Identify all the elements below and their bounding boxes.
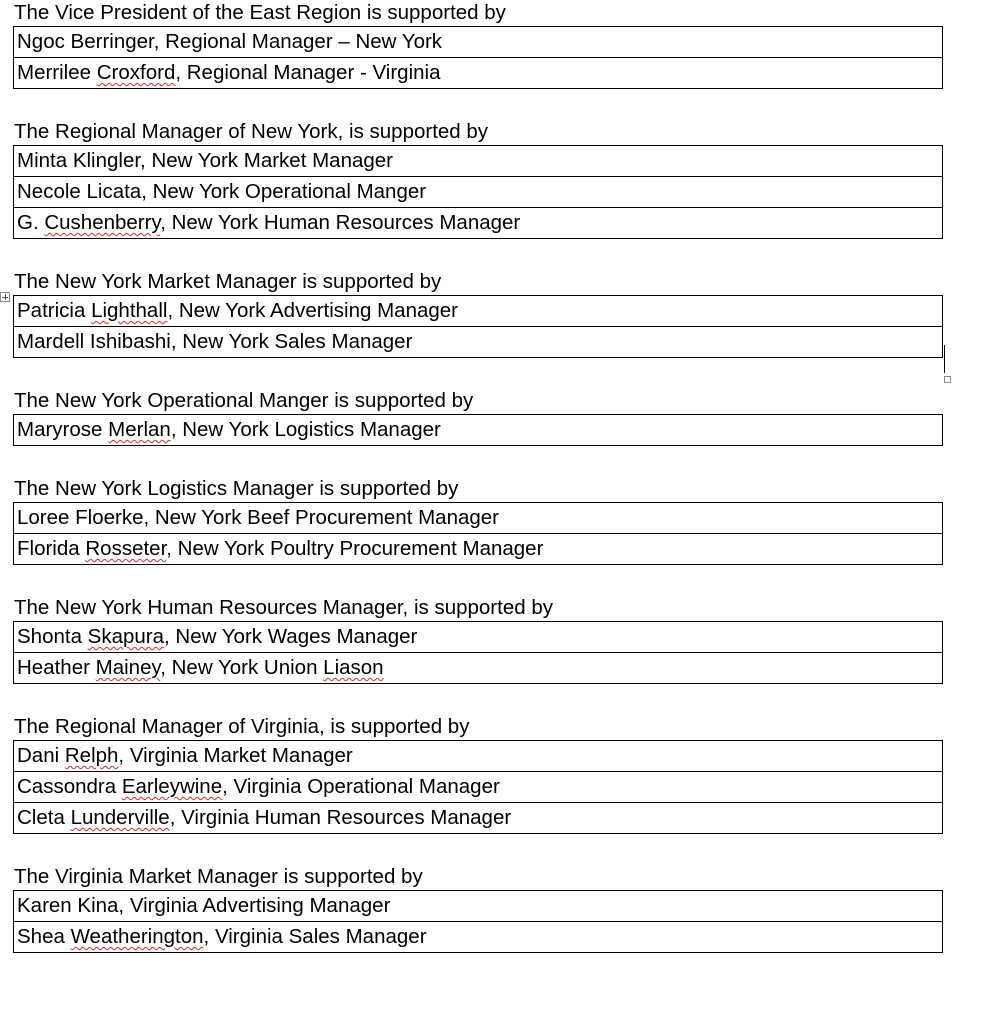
misspelled-word: Relph [64,744,119,767]
section-heading[interactable]: The New York Human Resources Manager, is supported by [14,596,553,619]
misspelled-word: Skapura [87,625,165,648]
support-table [13,26,943,89]
table-resize-handle[interactable] [944,376,951,383]
table-row [14,208,943,239]
misspelled-word: Croxford [96,61,176,84]
org-section [13,864,943,953]
table-cell[interactable] [14,653,943,684]
table-cell[interactable] [14,622,943,653]
table-row [14,534,943,565]
table-row [14,415,943,446]
table-cell[interactable] [14,177,943,208]
table-row [14,653,943,684]
cell-text: Minta Klingler, New York Market Manager [17,149,394,172]
support-table [13,502,943,565]
cell-text: Dani [17,744,65,767]
table-row [14,27,943,58]
cell-text: Heather [17,656,96,679]
table-row [14,503,943,534]
support-table [13,295,943,358]
cell-text: Cleta [17,806,71,829]
table-cell[interactable] [14,891,943,922]
table-cell[interactable] [14,296,943,327]
table-cell[interactable] [14,415,943,446]
org-section [13,476,943,565]
table-cell[interactable] [14,534,943,565]
table-row [14,922,943,953]
table-row [14,296,943,327]
table-cell[interactable] [14,327,943,358]
document-body[interactable] [13,0,943,953]
cell-text: Cassondra [17,775,122,798]
cell-text: , New York Wages Manager [164,625,418,648]
table-row [14,177,943,208]
org-section [13,0,943,89]
cell-text: Florida [17,537,86,560]
table-cell[interactable] [14,208,943,239]
cell-text: , New York Advertising Manager [167,299,459,322]
cell-text: Necole Licata, New York Operational Manger [17,180,427,203]
table-row [14,741,943,772]
org-section [13,595,943,684]
support-table [13,145,943,239]
table-cell[interactable] [14,922,943,953]
misspelled-word: Merlan [108,418,171,441]
section-heading[interactable]: The New York Operational Manger is supported by [14,389,474,412]
table-cell[interactable] [14,503,943,534]
table-cell[interactable] [14,146,943,177]
table-cell[interactable] [14,803,943,834]
section-heading[interactable]: The New York Logistics Manager is supported by [14,477,459,500]
section-heading[interactable]: The Vice President of the East Region is supported by [14,1,506,24]
cell-text: , New York Logistics Manager [170,418,441,441]
cell-text: Loree Floerke, New York Beef Procurement Manager [17,506,500,529]
section-heading[interactable]: The Regional Manager of Virginia, is supported by [14,715,470,738]
table-row [14,146,943,177]
misspelled-word: Liason [323,656,384,679]
org-section [13,714,943,834]
cell-text: , New York Poultry Procurement Manager [166,537,544,560]
cell-text: Ngoc Berringer, Regional Manager – New York [17,30,443,53]
cell-text: Merrilee [17,61,97,84]
support-table [13,890,943,953]
cell-text: Mardell Ishibashi, New York Sales Manager [17,330,413,353]
cell-text: Patricia [17,299,92,322]
table-row [14,327,943,358]
section-heading[interactable]: The New York Market Manager is supported by [14,270,442,293]
misspelled-word: Lunderville [70,806,170,829]
cell-text: , Virginia Human Resources Manager [169,806,512,829]
table-row [14,891,943,922]
misspelled-word: Weatherington [70,925,204,948]
cell-text: , Virginia Market Manager [118,744,353,767]
table-row [14,622,943,653]
cell-text: , New York Union [160,656,324,679]
cell-text: , Virginia Sales Manager [203,925,427,948]
cell-text: Shonta [17,625,88,648]
misspelled-word: Lighthall [91,299,168,322]
cell-text: Karen Kina, Virginia Advertising Manager [17,894,391,917]
table-cell[interactable] [14,772,943,803]
table-row [14,803,943,834]
cell-text: Maryrose [17,418,109,441]
cell-text: , Regional Manager - Virginia [175,61,441,84]
cell-text: , Virginia Operational Manager [222,775,500,798]
cell-text: , New York Human Resources Manager [160,211,521,234]
table-row [14,58,943,89]
misspelled-word: Rosseter [85,537,167,560]
text-cursor [944,345,945,373]
cell-text: G. [17,211,45,234]
table-cell[interactable] [14,741,943,772]
table-cell[interactable] [14,27,943,58]
table-move-handle-icon[interactable] [0,292,10,302]
misspelled-word: Cushenberry [44,211,161,234]
org-section [13,269,943,358]
support-table [13,740,943,834]
support-table [13,414,943,446]
org-section [13,388,943,446]
misspelled-word: Mainey [95,656,161,679]
org-section [13,119,943,239]
support-table [13,621,943,684]
misspelled-word: Earleywine [121,775,223,798]
cell-text: Shea [17,925,71,948]
table-cell[interactable] [14,58,943,89]
section-heading[interactable]: The Virginia Market Manager is supported by [14,865,423,888]
table-row [14,772,943,803]
section-heading[interactable]: The Regional Manager of New York, is supported by [14,120,489,143]
